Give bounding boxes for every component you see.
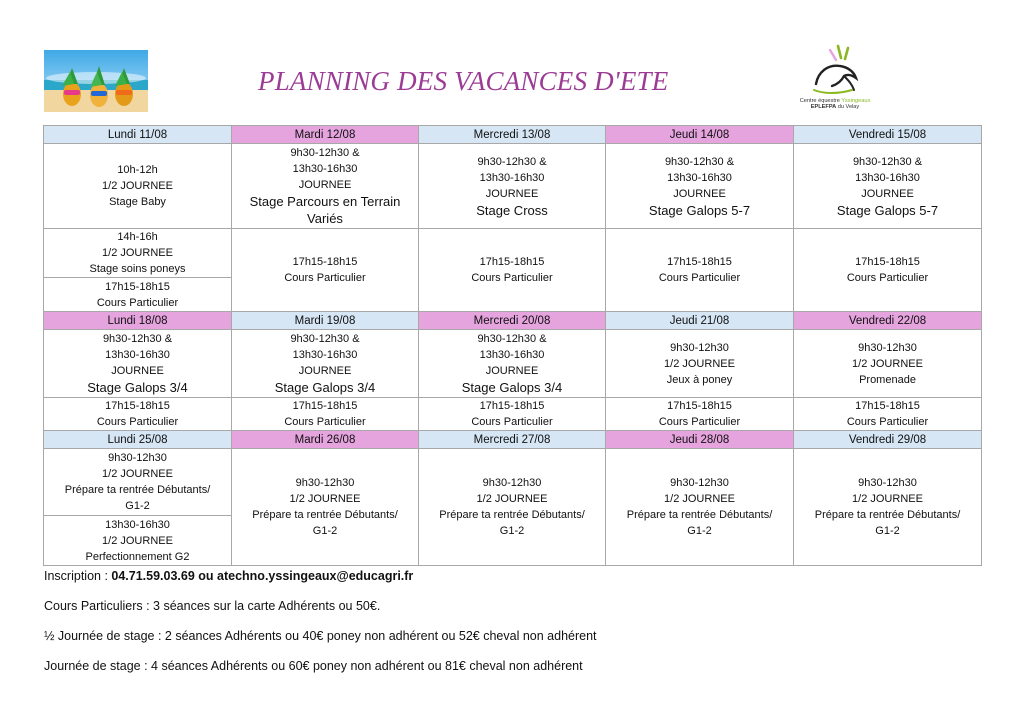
schedule-cell: 17h15-18h15 Cours Particulier (794, 229, 982, 312)
day-header: Mercredi 20/08 (419, 312, 606, 330)
schedule-cell: 17h15-18h15 Cours Particulier (419, 398, 606, 431)
logo-line-1: Centre équestre Yssingeaux (799, 98, 871, 104)
schedule-cell: 9h30-12h30 & 13h30-16h30 JOURNEE Stage Galops 5-7 (794, 144, 982, 229)
week-1-stage-row (44, 144, 982, 229)
planning-table (43, 125, 982, 566)
schedule-cell: 9h30-12h30 & 13h30-16h30 JOURNEE Stage Galops 5-7 (606, 144, 794, 229)
schedule-cell: 9h30-12h30 & 13h30-16h30 JOURNEE Stage Galops 3/4 (44, 330, 232, 398)
logo-line-2: EPLEFPA du Velay (810, 104, 860, 111)
schedule-cell: 17h15-18h15 Cours Particulier (419, 229, 606, 312)
schedule-cell: 9h30-12h30 1/2 JOURNEE Prépare ta rentrée Débutants/ G1-2 (44, 449, 232, 516)
week-3-header-row (44, 431, 982, 449)
centre-equestre-logo (790, 44, 880, 116)
schedule-cell: 17h15-18h15 Cours Particulier (44, 398, 232, 431)
day-header: Lundi 18/08 (44, 312, 232, 330)
schedule-cell: 9h30-12h30 1/2 JOURNEE Jeux à poney (606, 330, 794, 398)
week-2-stage-row (44, 330, 982, 398)
week-2-evening-row (44, 398, 982, 431)
schedule-cell: 17h15-18h15 Cours Particulier (232, 229, 419, 312)
day-header: Jeudi 21/08 (606, 312, 794, 330)
schedule-cell: 9h30-12h30 & 13h30-16h30 JOURNEE Stage Galops 3/4 (232, 330, 419, 398)
schedule-cell: 17h15-18h15 Cours Particulier (232, 398, 419, 431)
day-header: Mardi 12/08 (232, 126, 419, 144)
schedule-cell: 9h30-12h30 1/2 JOURNEE Prépare ta rentrée Débutants/ G1-2 (419, 449, 606, 566)
schedule-cell: 9h30-12h30 1/2 JOURNEE Prépare ta rentrée Débutants/ G1-2 (794, 449, 982, 566)
day-header: Mardi 19/08 (232, 312, 419, 330)
schedule-cell: 17h15-18h15 Cours Particulier (606, 398, 794, 431)
week-3-morning-row (44, 449, 982, 516)
demi-journee-price: ½ Journée de stage : 2 séances Adhérents ou 40€ poney non adhérent ou 52€ cheval non adhérent (44, 629, 597, 643)
schedule-cell: 10h-12h 1/2 JOURNEE Stage Baby (44, 144, 232, 229)
header-photo (44, 50, 148, 112)
day-header: Vendredi 22/08 (794, 312, 982, 330)
day-header: Mercredi 13/08 (419, 126, 606, 144)
week-1-afternoon-row (44, 229, 982, 278)
day-header: Mercredi 27/08 (419, 431, 606, 449)
day-header: Vendredi 29/08 (794, 431, 982, 449)
journee-price: Journée de stage : 4 séances Adhérents ou 60€ poney non adhérent ou 81€ cheval non adhérent (44, 659, 583, 673)
day-header: Jeudi 28/08 (606, 431, 794, 449)
page-title: PLANNING DES VACANCES D'ETE (258, 66, 669, 96)
schedule-cell: 9h30-12h30 1/2 JOURNEE Prépare ta rentrée Débutants/ G1-2 (606, 449, 794, 566)
week-1-header-row (44, 126, 982, 144)
inscription-line: Inscription : 04.71.59.03.69 ou atechno.yssingeaux@educagri.fr (44, 569, 414, 583)
schedule-cell: 9h30-12h30 1/2 JOURNEE Prépare ta rentrée Débutants/ G1-2 (232, 449, 419, 566)
horse-logo-icon (808, 44, 862, 98)
schedule-cell: 9h30-12h30 & 13h30-16h30 JOURNEE Stage Cross (419, 144, 606, 229)
schedule-cell: 17h15-18h15 Cours Particulier (794, 398, 982, 431)
schedule-cell: 17h15-18h15 Cours Particulier (44, 278, 232, 312)
day-header: Lundi 11/08 (44, 126, 232, 144)
week-2-header-row (44, 312, 982, 330)
cours-particuliers-price: Cours Particuliers : 3 séances sur la carte Adhérents ou 50€. (44, 599, 381, 613)
schedule-cell: 9h30-12h30 & 13h30-16h30 JOURNEE Stage Galops 3/4 (419, 330, 606, 398)
day-header: Vendredi 15/08 (794, 126, 982, 144)
day-header: Jeudi 14/08 (606, 126, 794, 144)
day-header: Mardi 26/08 (232, 431, 419, 449)
inscription-contact: 04.71.59.03.69 ou atechno.yssingeaux@educagri.fr (111, 569, 414, 583)
schedule-cell: 17h15-18h15 Cours Particulier (606, 229, 794, 312)
day-header: Lundi 25/08 (44, 431, 232, 449)
schedule-cell: 9h30-12h30 1/2 JOURNEE Promenade (794, 330, 982, 398)
schedule-cell: 13h30-16h30 1/2 JOURNEE Perfectionnement G2 (44, 516, 232, 566)
schedule-cell: 9h30-12h30 & 13h30-16h30 JOURNEE Stage Parcours en Terrain Variés (232, 144, 419, 229)
schedule-cell: 14h-16h 1/2 JOURNEE Stage soins poneys (44, 229, 232, 278)
